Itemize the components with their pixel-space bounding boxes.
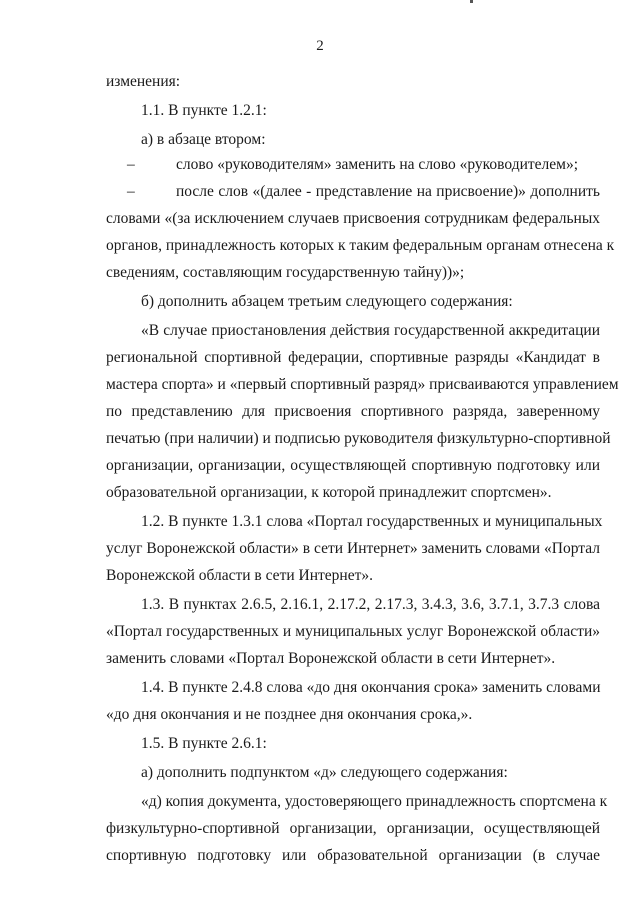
text-line: слово «руководителям» заменить на слово «руководителем»; [176,156,579,173]
text-line: организации, организации, осуществляющей спортивную подготовку или [106,457,600,474]
text-line: после слов «(далее - представление на присвоение)» дополнить [176,183,600,200]
text-line: 1.2. В пункте 1.3.1 слова «Портал государственных и муниципальных [141,513,603,530]
text-line: услуг Воронежской области» в сети Интернет» заменить словами «Портал [106,540,600,557]
text-line: 1.1. В пункте 1.2.1: [141,102,267,119]
text-line: образовательной организации, к которой принадлежит спортсмен». [106,484,552,501]
text-line: «В случае приостановления действия государственной аккредитации [141,322,600,339]
scan-mark [470,0,473,3]
text-line: печатью (при наличии) и подписью руководителя физкультурно-спортивной [106,430,611,447]
text-line: 1.4. В пункте 2.4.8 слова «до дня окончания срока» заменить словами [141,679,601,696]
text-line: изменения: [106,73,181,90]
text-line: 1.5. В пункте 2.6.1: [141,735,267,752]
text-line: сведениям, составляющим государственную тайну))»; [106,264,465,281]
text-line: а) в абзаце втором: [141,131,266,148]
text-line: а) дополнить подпунктом «д» следующего содержания: [141,764,508,781]
text-line: «Портал государственных и муниципальных услуг Воронежской области» [106,623,600,640]
text-line: органов, принадлежность которых к таким федеральным органам отнесена к [106,237,615,254]
text-line: Воронежской области в сети Интернет». [106,567,373,584]
text-line: б) дополнить абзацем третьим следующего содержания: [141,293,513,310]
text-line: 1.3. В пунктах 2.6.5, 2.16.1, 2.17.2, 2.17.3, 3.4.3, 3.6, 3.7.1, 3.7.3 слова [141,596,600,613]
list-dash: – [127,156,135,173]
text-line: «до дня окончания и не позднее дня окончания срока,». [106,706,473,723]
text-line: спортивную подготовку или образовательной организации (в случае [106,847,600,864]
text-line: по представлению для присвоения спортивного разряда, заверенному [106,403,600,420]
list-dash: – [127,183,135,200]
text-line: «д) копия документа, удостоверяющего принадлежность спортсмена к [141,793,608,810]
text-line: заменить словами «Портал Воронежской области в сети Интернет». [106,650,556,667]
text-line: физкультурно-спортивной организации, организации, осуществляющей [106,820,600,837]
text-line: словами «(за исключением случаев присвоения сотрудникам федеральных [106,210,600,227]
text-line: региональной спортивной федерации, спортивные разряды «Кандидат в [106,349,600,366]
text-line: мастера спорта» и «первый спортивный разряд» присваиваются управлением [106,376,619,393]
page-number: 2 [316,38,324,54]
